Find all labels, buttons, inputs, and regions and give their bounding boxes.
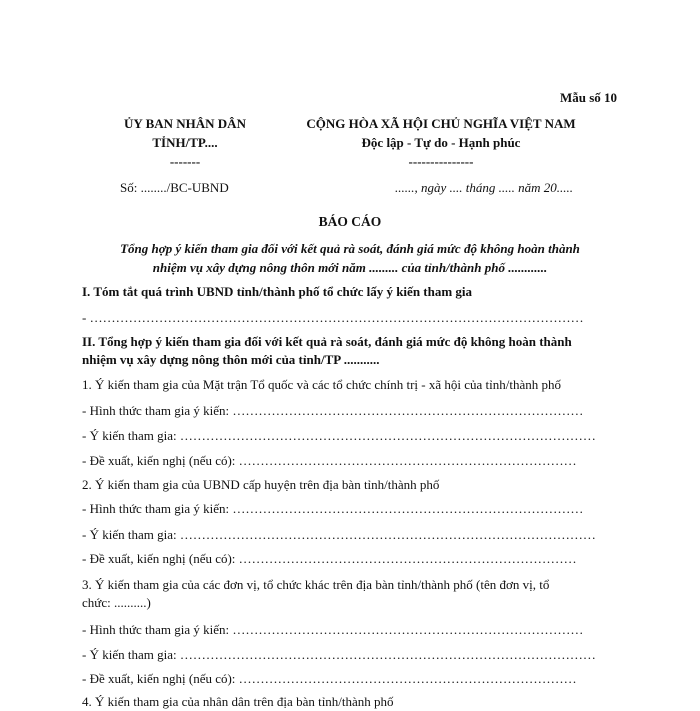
item-1-title: 1. Ý kiến tham gia của Mặt trận Tổ quốc và các tổ chức chính trị - xã hội của tỉnh/thành phố bbox=[82, 377, 561, 392]
item-2-opinion: - Ý kiến tham gia: …………………………………………………………………………………… bbox=[82, 527, 596, 542]
national-divider: --------------- bbox=[408, 154, 474, 169]
item-2-form: - Hình thức tham gia ý kiến: ……………………………………………………………………… bbox=[82, 501, 584, 516]
item-3-title-line-2: chức: ..........) bbox=[82, 595, 151, 610]
item-3-title-line-1: 3. Ý kiến tham gia của các đơn vị, tổ chức khác trên địa bàn tỉnh/thành phố (tên đơn vị, tổ bbox=[82, 577, 550, 592]
item-3-form: - Hình thức tham gia ý kiến: ……………………………………………………………………… bbox=[82, 622, 584, 637]
section-2-heading-line-1: II. Tổng hợp ý kiến tham gia đối với kết quả rà soát, đánh giá mức độ không hoàn thành bbox=[82, 334, 572, 349]
issuing-authority bbox=[110, 114, 260, 171]
national-motto: Độc lập - Tự do - Hạnh phúc bbox=[361, 135, 521, 150]
authority-line-1: ỦY BAN NHÂN DÂN bbox=[124, 116, 246, 131]
item-1-opinion: - Ý kiến tham gia: …………………………………………………………………………………… bbox=[82, 428, 596, 443]
item-3-opinion: - Ý kiến tham gia: …………………………………………………………………………………… bbox=[82, 647, 596, 662]
section-1-dots: - …………………………………………………………………………………………………… bbox=[82, 310, 584, 325]
subtitle-line-2: nhiệm vụ xây dựng nông thôn mới năm ......... của tỉnh/thành phố ............ bbox=[152, 260, 548, 275]
section-2-heading-line-2: nhiệm vụ xây dựng nông thôn mới của tỉnh/TP ........... bbox=[82, 352, 380, 367]
item-4-title: 4. Ý kiến tham gia của nhân dân trên địa bàn tỉnh/thành phố bbox=[82, 694, 394, 709]
document-date: ......, ngày .... tháng ..... năm 20..... bbox=[395, 180, 574, 195]
national-name: CỘNG HÒA XÃ HỘI CHỦ NGHĨA VIỆT NAM bbox=[306, 116, 576, 131]
document-number: Số: ......../BC-UBND bbox=[120, 180, 229, 195]
item-3-title bbox=[82, 576, 618, 612]
item-1-form: - Hình thức tham gia ý kiến: ……………………………………………………………………… bbox=[82, 403, 584, 418]
national-title bbox=[280, 114, 602, 171]
authority-line-2: TỈNH/TP.... bbox=[152, 135, 218, 150]
item-3-proposal: - Đề xuất, kiến nghị (nếu có): …………………………………………………………………… bbox=[82, 671, 577, 686]
report-subtitle bbox=[95, 239, 605, 277]
section-1-heading: I. Tóm tắt quá trình UBND tỉnh/thành phố tổ chức lấy ý kiến tham gia bbox=[82, 284, 473, 299]
item-2-proposal: - Đề xuất, kiến nghị (nếu có): …………………………………………………………………… bbox=[82, 551, 577, 566]
report-title: BÁO CÁO bbox=[318, 214, 382, 229]
subtitle-line-1: Tổng hợp ý kiến tham gia đối với kết quả rà soát, đánh giá mức độ không hoàn thành bbox=[120, 241, 580, 256]
authority-divider: ------- bbox=[169, 154, 201, 169]
item-1-proposal: - Đề xuất, kiến nghị (nếu có): …………………………………………………………………… bbox=[82, 453, 577, 468]
section-2-heading bbox=[82, 333, 618, 369]
form-number: Mẫu số 10 bbox=[559, 90, 617, 105]
item-2-title: 2. Ý kiến tham gia của UBND cấp huyện trên địa bàn tỉnh/thành phố bbox=[82, 477, 440, 492]
